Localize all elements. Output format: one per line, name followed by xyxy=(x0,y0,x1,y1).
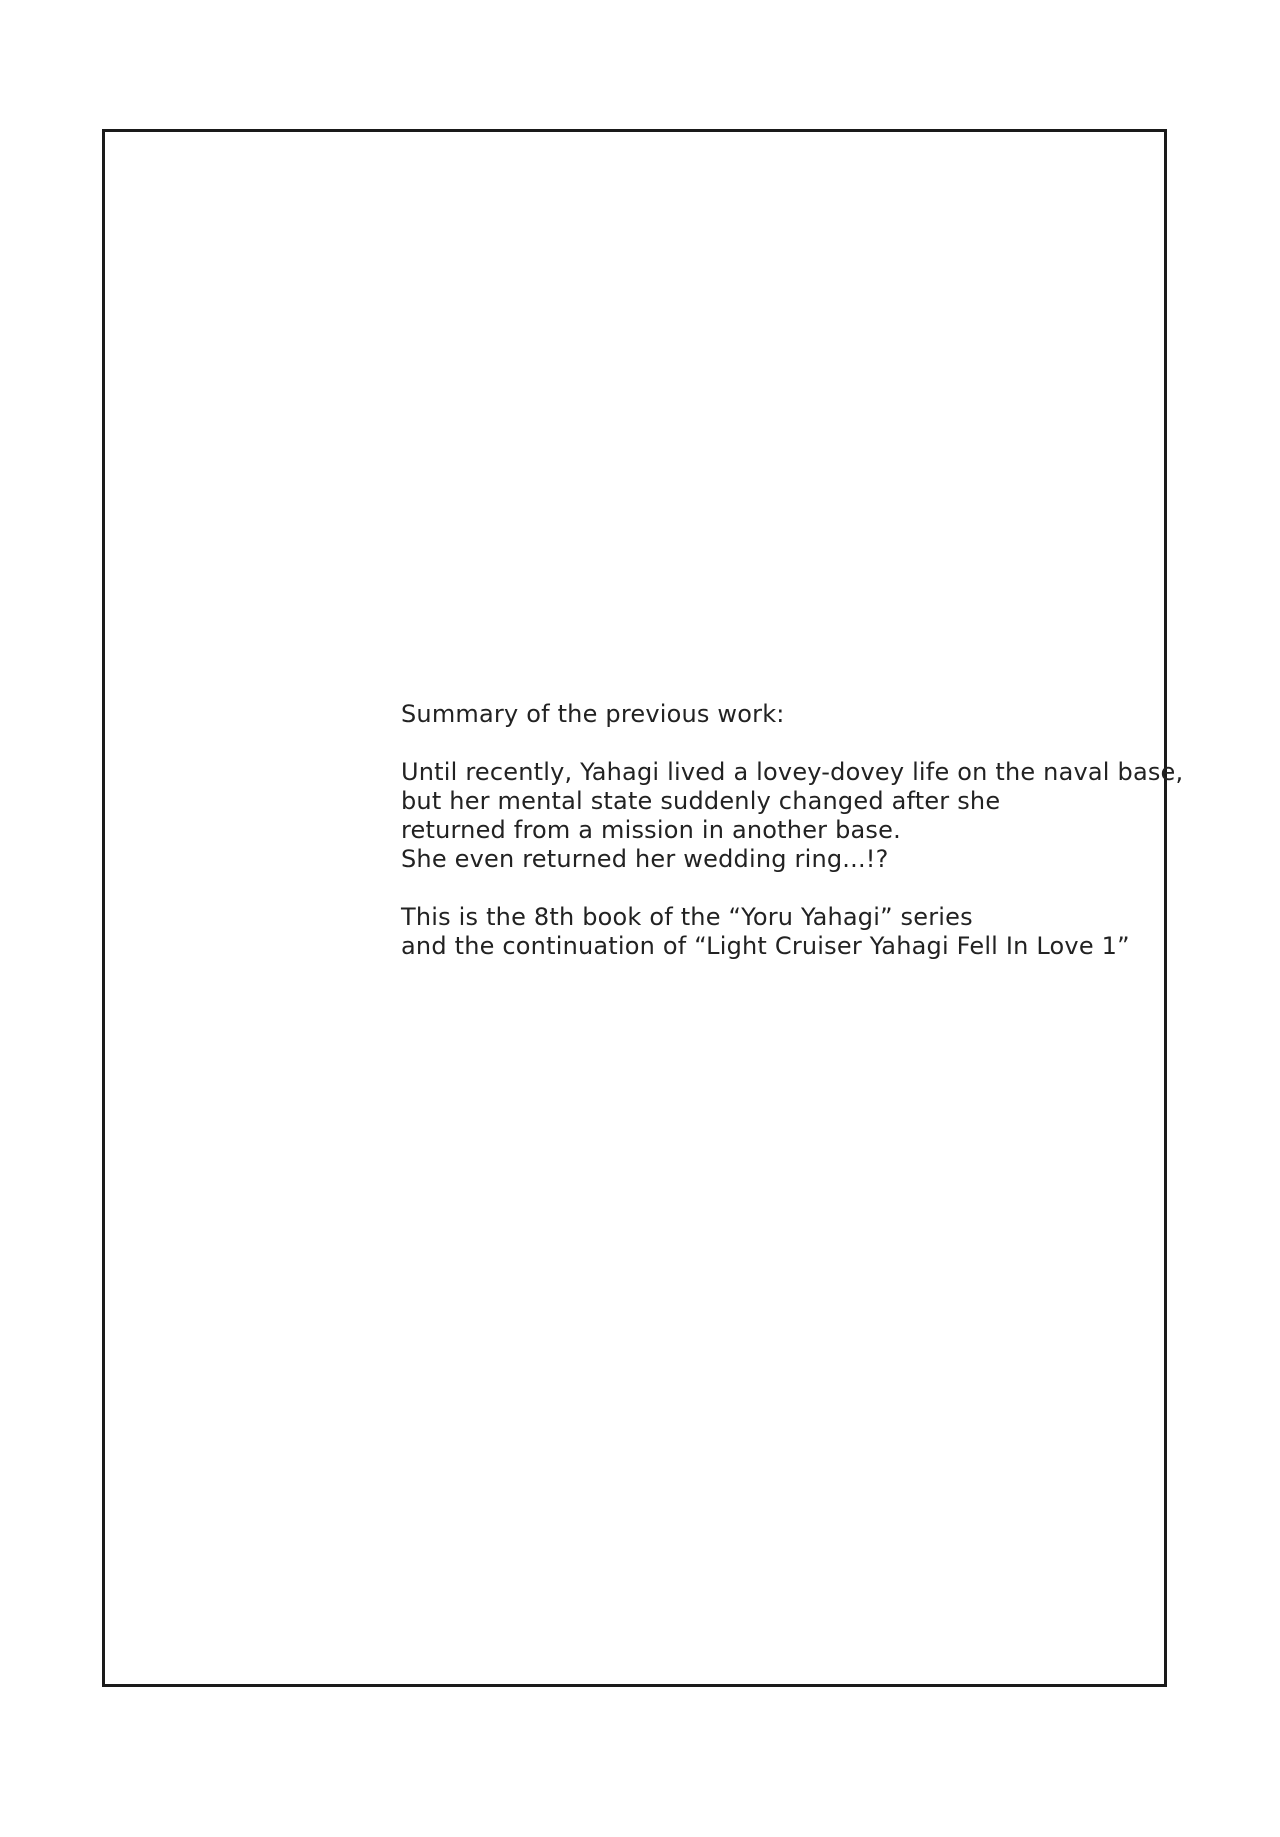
paragraph-1-line: She even returned her wedding ring...!? xyxy=(401,845,889,873)
summary-heading xyxy=(401,700,1181,729)
paragraph-1-line: Until recently, Yahagi lived a lovey-dovey life on the naval base, xyxy=(401,758,1184,786)
summary-paragraph-2 xyxy=(401,903,1181,961)
summary-heading-text: Summary of the previous work: xyxy=(401,700,785,728)
summary-paragraph-1 xyxy=(401,758,1184,874)
summary-block xyxy=(401,700,1184,990)
paragraph-2-line: and the continuation of “Light Cruiser Yahagi Fell In Love 1” xyxy=(401,932,1130,960)
paragraph-1-line: returned from a mission in another base. xyxy=(401,816,901,844)
paragraph-1-line: but her mental state suddenly changed after she xyxy=(401,787,1001,815)
paragraph-2-line: This is the 8th book of the “Yoru Yahagi” series xyxy=(401,903,973,931)
